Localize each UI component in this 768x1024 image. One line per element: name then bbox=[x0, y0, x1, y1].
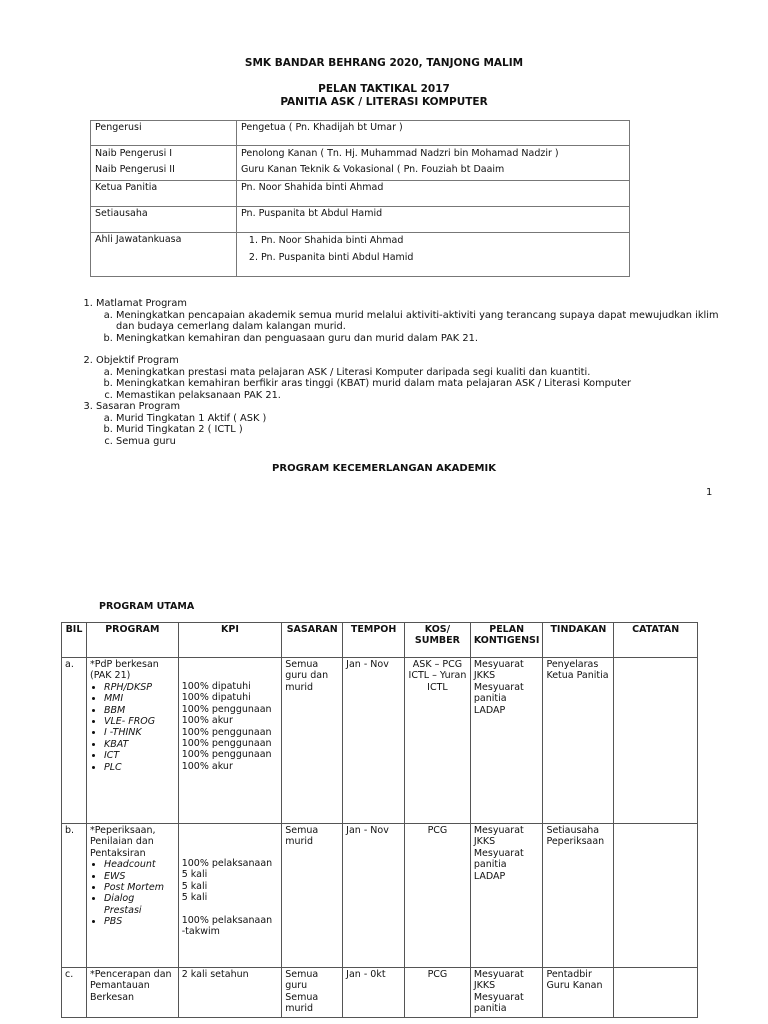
kpi-line: 2 kali setahun bbox=[178, 968, 282, 1018]
vice1-value: Penolong Kanan ( Tn. Hj. Muhammad Nadzri bin Mohamad Nadzir ) bbox=[241, 148, 559, 159]
committee-table bbox=[90, 120, 630, 277]
section-subitem: a. Meningkatkan pencapaian akademik semua murid melalui aktiviti-aktiviti yang terancang supaya dapat mewujudkan iklim dan budaya cemerlang dalam kalangan murid. bbox=[116, 310, 722, 333]
kpi-line: 100% pelaksanaan -takwim bbox=[181, 914, 273, 938]
page-number: 1 bbox=[706, 487, 713, 498]
row-tempoh: Jan - 0kt bbox=[343, 968, 405, 1018]
header-sasaran: SASARAN bbox=[282, 623, 343, 658]
chair-value: Pengetua ( Pn. Khadijah bt Umar ) bbox=[237, 121, 630, 146]
row-tindakan: Penyelaras Ketua Panitia bbox=[543, 658, 614, 824]
secretary-label: Setiausaha bbox=[91, 207, 237, 233]
section-subitem: a. Meningkatkan prestasi mata pelajaran ASK / Literasi Komputer daripada segi kualiti dan kuantiti. bbox=[116, 367, 722, 379]
row-bil: b. bbox=[62, 824, 87, 968]
row-catatan bbox=[614, 824, 698, 968]
header-tempoh: TEMPOH bbox=[343, 623, 405, 658]
program-table bbox=[61, 622, 698, 1018]
program-item: • PBS bbox=[104, 916, 175, 927]
row-kos: PCG bbox=[405, 968, 471, 1018]
program-sections bbox=[82, 298, 722, 447]
kpi-line: 100% akur bbox=[181, 715, 233, 727]
kpi-line: 100% dipatuhi bbox=[181, 681, 251, 692]
section-subitem: b. Meningkatkan kemahiran dan penguasaan guru dan murid dalam PAK 21. bbox=[116, 333, 722, 345]
program-item: • RPH/DKSP bbox=[104, 682, 175, 693]
section-subitem: c. Memastikan pelaksanaan PAK 21. bbox=[116, 390, 722, 402]
row-sasaran: Semua guru dan murid bbox=[282, 658, 343, 824]
program-items bbox=[90, 682, 175, 773]
header-pelan: PELAN KONTIGENSI bbox=[470, 623, 543, 658]
panel-title: PANITIA ASK / LITERASI KOMPUTER bbox=[280, 96, 488, 108]
row-tempoh: Jan - Nov bbox=[343, 824, 405, 968]
row-catatan bbox=[614, 658, 698, 824]
section-title: Matlamat Program bbox=[96, 298, 187, 309]
chair-label: Pengerusi bbox=[91, 121, 237, 146]
row-tempoh: Jan - Nov bbox=[343, 658, 405, 824]
row-sasaran: Semua murid bbox=[282, 824, 343, 968]
kpi-line: 100% penggunaan bbox=[181, 738, 272, 750]
kpi-line: 100% dipatuhi bbox=[181, 692, 251, 704]
program-item: • I -THINK bbox=[104, 727, 175, 738]
row-kos: ASK – PCG ICTL – Yuran ICTL bbox=[405, 658, 471, 824]
kpi-line: 100% akur bbox=[181, 760, 233, 772]
row-program-title: *Pencerapan dan Pemantauan Berkesan bbox=[86, 968, 178, 1018]
row-kos: PCG bbox=[405, 824, 471, 968]
row-bil: c. bbox=[62, 968, 87, 1018]
row-program-title: *PdP berkesan (PAK 21) bbox=[89, 659, 159, 682]
header-program: PROGRAM bbox=[86, 623, 178, 658]
kpi-line: 5 kali bbox=[181, 880, 208, 892]
members-list bbox=[241, 234, 625, 268]
header-bil: BIL bbox=[62, 623, 87, 658]
section-subitem: c. Semua guru bbox=[116, 436, 722, 448]
member-item: 1. Pn. Noor Shahida binti Ahmad bbox=[261, 234, 625, 251]
table-header-row bbox=[62, 623, 698, 658]
section-subitem: b. Meningkatkan kemahiran berfikir aras tinggi (KBAT) murid dalam mata pelajaran ASK / Literasi Komputer bbox=[116, 378, 722, 390]
program-item: • Headcount bbox=[104, 859, 175, 870]
program-item: • EWS bbox=[104, 871, 175, 882]
vice1-label: Naib Pengerusi I bbox=[95, 148, 173, 159]
section-subitem: a. Murid Tingkatan 1 Aktif ( ASK ) bbox=[116, 413, 722, 425]
program-item: • Dialog Prestasi bbox=[104, 893, 175, 916]
row-pelan: Mesyuarat JKKS Mesyuarat panitia LADAP bbox=[470, 658, 543, 824]
head-value: Pn. Noor Shahida binti Ahmad bbox=[237, 181, 630, 207]
table-row bbox=[62, 658, 698, 824]
secretary-value: Pn. Puspanita bt Abdul Hamid bbox=[237, 207, 630, 233]
program-item: • BBM bbox=[104, 705, 175, 716]
program-utama-heading: PROGRAM UTAMA bbox=[99, 601, 195, 612]
table-row bbox=[62, 824, 698, 968]
kpi-line: 100% pelaksanaan bbox=[181, 858, 273, 869]
header-tindakan: TINDAKAN bbox=[543, 623, 614, 658]
row-catatan bbox=[614, 968, 698, 1018]
header-kos: KOS/ SUMBER bbox=[405, 623, 471, 658]
kpi-line: 100% penggunaan bbox=[181, 726, 272, 738]
row-tindakan: Setiausaha Peperiksaan bbox=[543, 824, 614, 968]
program-item: • Post Mortem bbox=[104, 882, 175, 893]
header-catatan: CATATAN bbox=[614, 623, 698, 658]
row-program-title: *Peperiksaan, Penilaian dan Pentaksiran bbox=[89, 825, 156, 859]
kpi-line: 100% penggunaan bbox=[181, 749, 272, 761]
member-item: 2. Pn. Puspanita binti Abdul Hamid bbox=[261, 251, 625, 268]
program-title: PROGRAM KECEMERLANGAN AKADEMIK bbox=[272, 463, 496, 474]
vice2-value: Guru Kanan Teknik & Vokasional ( Pn. Fouziah bt Daaim bbox=[241, 164, 505, 175]
row-tindakan: Pentadbir Guru Kanan bbox=[543, 968, 614, 1018]
section-item bbox=[96, 298, 722, 344]
row-pelan: Mesyuarat JKKS Mesyuarat panitia LADAP bbox=[470, 824, 543, 968]
section-item bbox=[96, 355, 722, 401]
kpi-line: 100% penggunaan bbox=[181, 703, 272, 715]
program-item: • PLC bbox=[104, 762, 175, 773]
program-items bbox=[90, 859, 175, 927]
row-bil: a. bbox=[62, 658, 87, 824]
program-item: • KBAT bbox=[104, 739, 175, 750]
row-pelan: Mesyuarat JKKS Mesyuarat panitia bbox=[470, 968, 543, 1018]
head-label: Ketua Panitia bbox=[91, 181, 237, 207]
program-item: • MMI bbox=[104, 693, 175, 704]
plan-title: PELAN TAKTIKAL 2017 bbox=[318, 83, 450, 95]
table-row bbox=[62, 968, 698, 1018]
program-item: • VLE- FROG bbox=[104, 716, 175, 727]
section-subitem: b. Murid Tingkatan 2 ( ICTL ) bbox=[116, 424, 722, 436]
section-item bbox=[96, 401, 722, 447]
kpi-line: 5 kali bbox=[181, 892, 208, 904]
section-title: Objektif Program bbox=[96, 355, 179, 366]
program-item: • ICT bbox=[104, 750, 175, 761]
kpi-line: 5 kali bbox=[181, 869, 208, 881]
members-label: Ahli Jawatankuasa bbox=[91, 233, 237, 277]
school-title: SMK BANDAR BEHRANG 2020, TANJONG MALIM bbox=[244, 57, 524, 69]
row-sasaran: Semua guru Semua murid bbox=[282, 968, 343, 1018]
section-title: Sasaran Program bbox=[96, 401, 181, 412]
header-kpi: KPI bbox=[178, 623, 282, 658]
vice2-label: Naib Pengerusi II bbox=[95, 164, 175, 175]
